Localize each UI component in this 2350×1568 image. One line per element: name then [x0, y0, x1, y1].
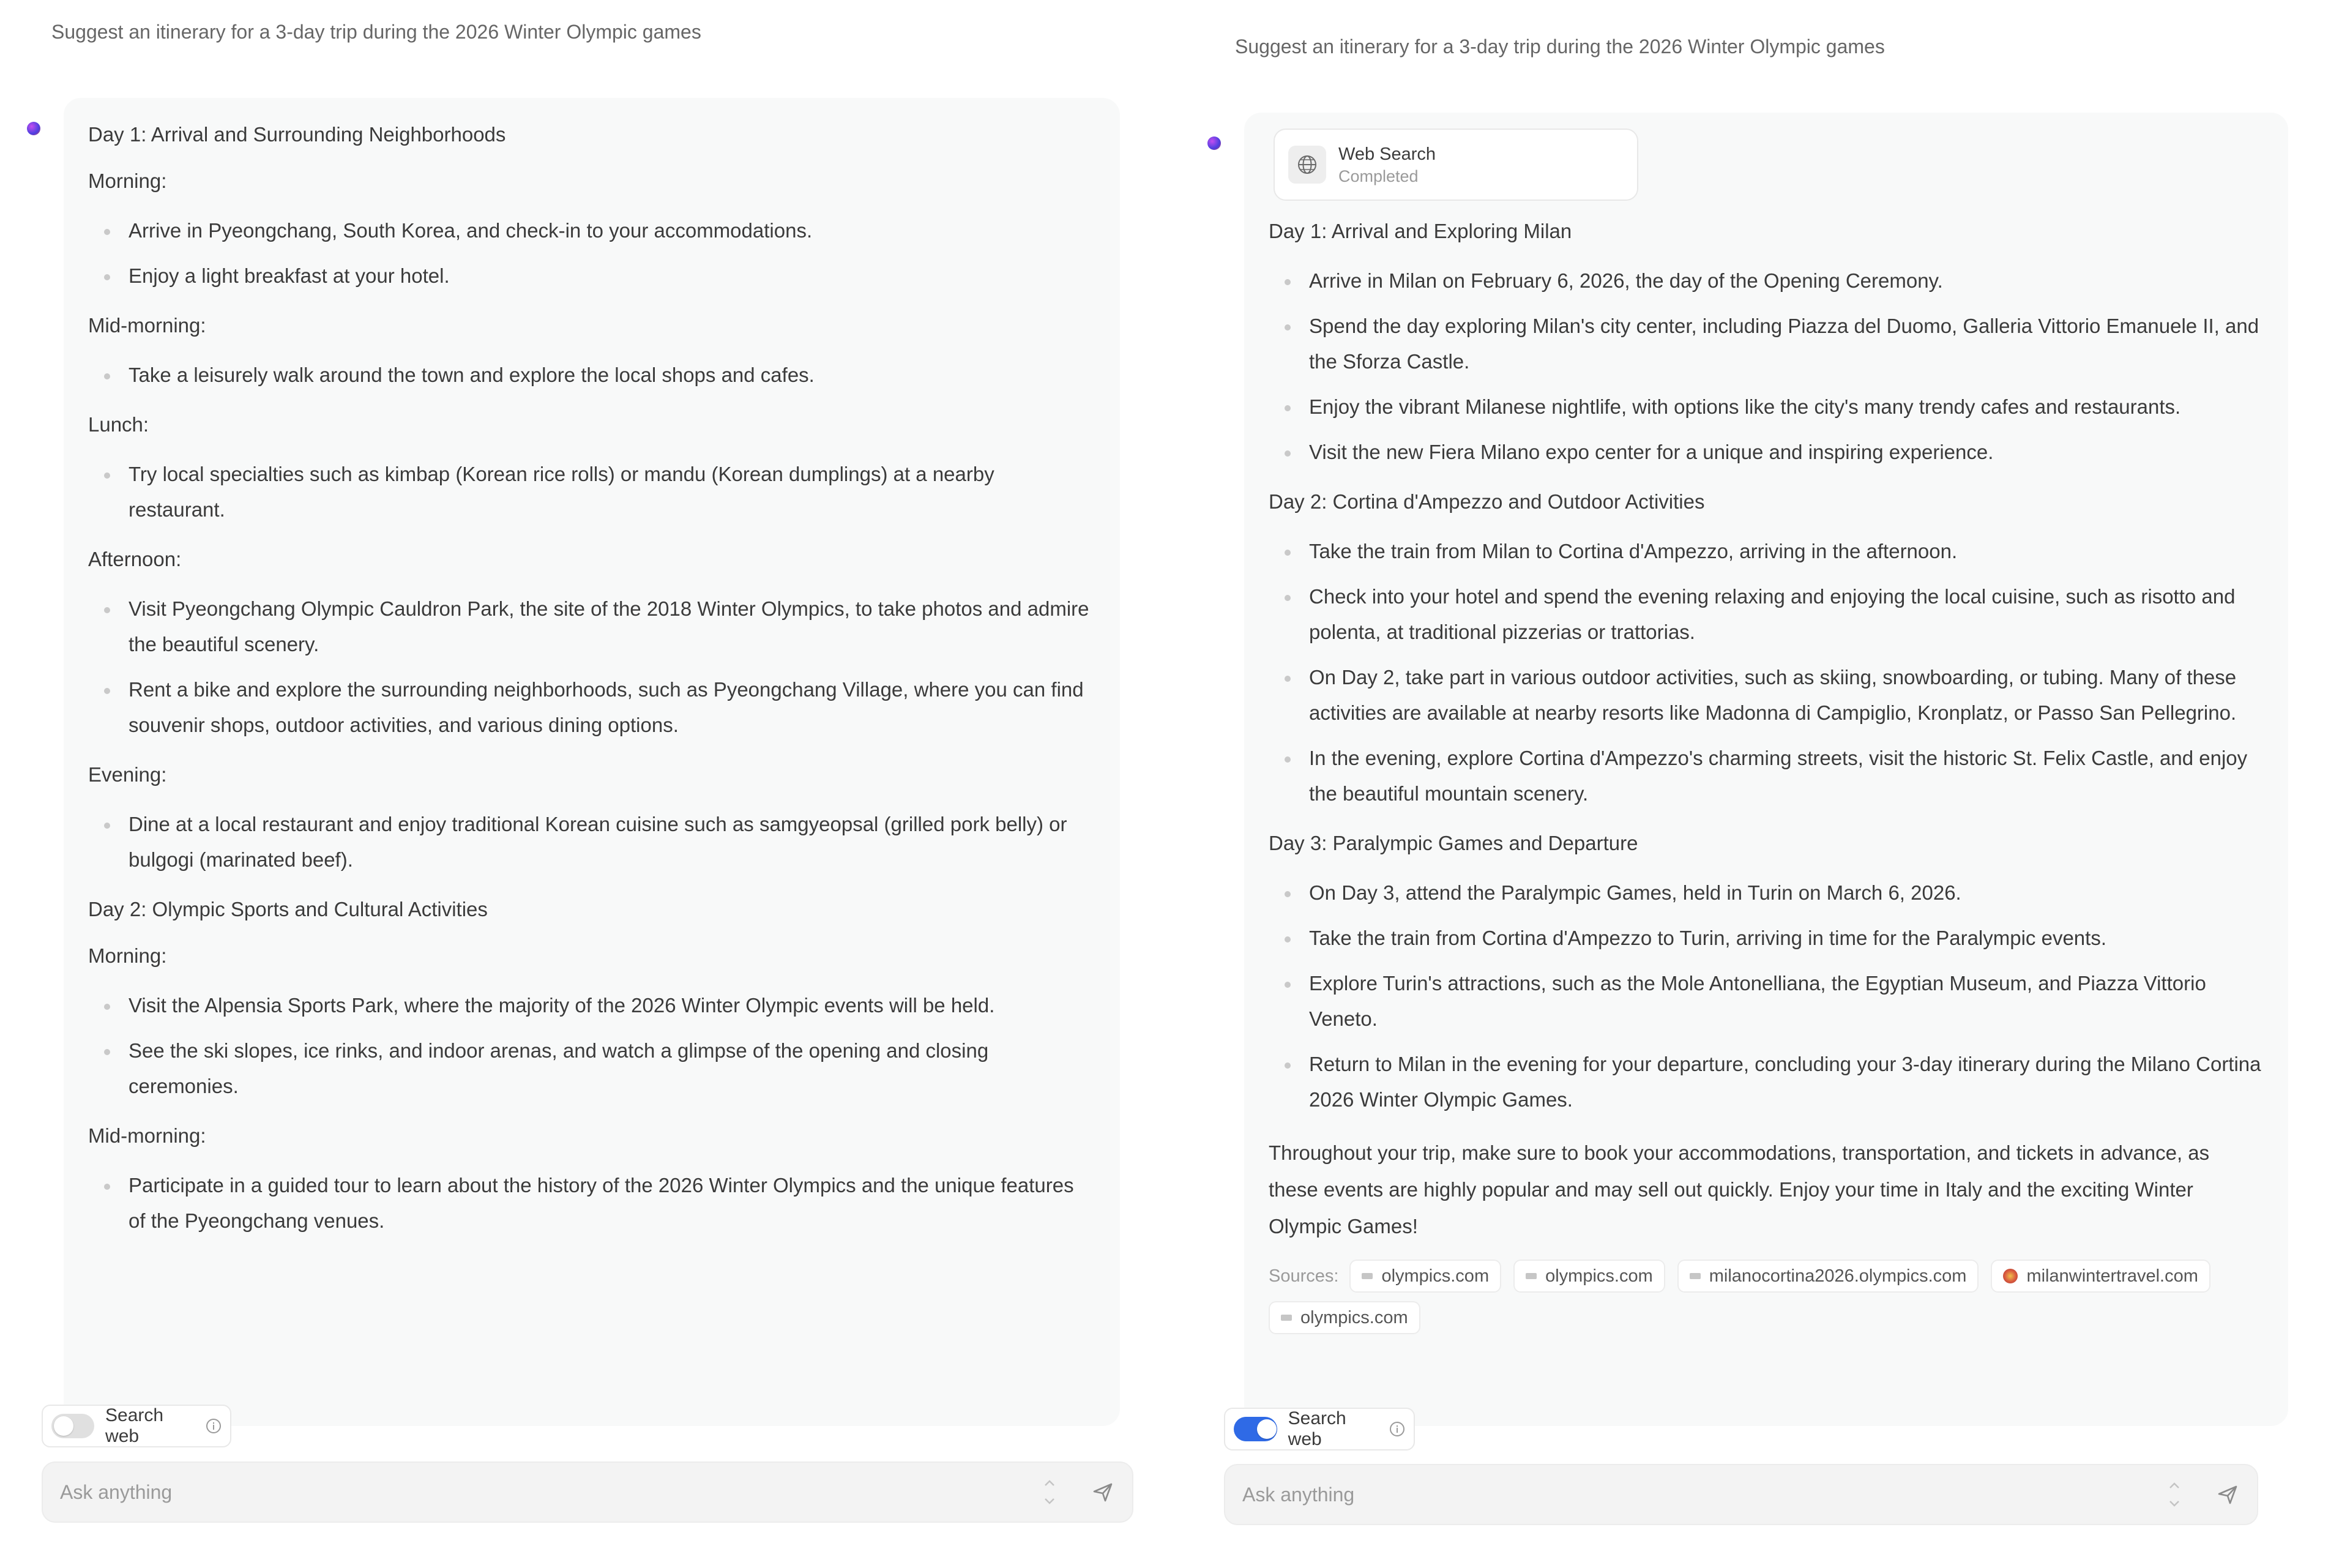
list-item: [1269, 389, 2261, 425]
bullet-list: [1269, 534, 2261, 812]
right-chat-panel: [1175, 0, 2350, 1568]
list-item: [88, 258, 1093, 294]
list-item: [88, 672, 1093, 743]
toggle-switch[interactable]: [1234, 1417, 1277, 1441]
bullet-dot: [1285, 676, 1291, 682]
day-heading: Day 3: Paralympic Games and Departure: [1269, 832, 1638, 854]
bullet-dot: [1285, 450, 1291, 457]
list-item: [88, 591, 1093, 662]
bullet-dot: [1285, 982, 1291, 988]
list-item: [1269, 660, 2261, 731]
closing-paragraph: Throughout your trip, make sure to book your accommodations, transportation, and tickets in advance, as these events are highly popular and may sell out quickly. Enjoy your time in Italy and the exciting Winter Olympic Games!: [1269, 1141, 2210, 1238]
chevron-up-icon: [2169, 1482, 2180, 1489]
list-item-text: Arrive in Pyeongchang, South Korea, and check-in to your accommodations.: [129, 219, 813, 242]
favicon-icon: [1362, 1273, 1373, 1279]
sources-row: [1269, 1260, 2261, 1334]
send-icon: [2217, 1484, 2238, 1505]
bullet-dot: [104, 1004, 110, 1010]
ask-anything-input[interactable]: [1241, 1483, 2169, 1507]
composer-resize-arrows[interactable]: [1044, 1479, 1055, 1505]
day-heading: Day 1: Arrival and Exploring Milan: [1269, 220, 1572, 242]
time-subheading: Morning:: [88, 170, 167, 192]
info-icon[interactable]: [206, 1418, 222, 1434]
list-item-text: Rent a bike and explore the surrounding neighborhoods, such as Pyeongchang Village, where you can find souvenir shops, outdoor activities, and various dining options.: [129, 678, 1084, 736]
search-web-toggle[interactable]: [1224, 1408, 1415, 1450]
list-item-text: Spend the day exploring Milan's city center, including Piazza del Duomo, Galleria Vittorio Emanuele II, and the Sforza Castle.: [1309, 315, 2259, 373]
list-item: [88, 213, 1093, 248]
list-item-text: Take a leisurely walk around the town and explore the local shops and cafes.: [129, 364, 815, 386]
source-link[interactable]: [1349, 1260, 1501, 1293]
bullet-dot: [104, 229, 110, 235]
assistant-message: [1244, 113, 2288, 1426]
bullet-list: [1269, 263, 2261, 470]
list-item-text: Take the train from Cortina d'Ampezzo to Turin, arriving in time for the Paralympic events.: [1309, 927, 2107, 949]
bullet-dot: [104, 472, 110, 479]
favicon-icon: [1690, 1273, 1701, 1279]
list-item: [1269, 875, 2261, 911]
message-content: [1269, 217, 2261, 1118]
bullet-dot: [1285, 550, 1291, 556]
tool-texts: [1338, 143, 1436, 187]
message-composer: [1224, 1464, 2258, 1525]
list-item: [1269, 308, 2261, 379]
list-item-text: Enjoy a light breakfast at your hotel.: [129, 264, 450, 287]
search-web-label: Search web: [105, 1405, 164, 1446]
time-subheading: Afternoon:: [88, 548, 182, 570]
list-item: [1269, 966, 2261, 1037]
bullet-dot: [104, 1049, 110, 1055]
list-item: [1269, 435, 2261, 470]
bullet-dot: [1285, 936, 1291, 943]
time-subheading: Mid-morning:: [88, 1124, 206, 1147]
bullet-dot: [1285, 891, 1291, 897]
source-domain: olympics.com: [1381, 1266, 1490, 1286]
list-item-text: On Day 3, attend the Paralympic Games, held in Turin on March 6, 2026.: [1309, 881, 1961, 904]
time-subheading: Lunch:: [88, 413, 149, 436]
list-item: [1269, 920, 2261, 956]
list-item: [88, 457, 1093, 528]
toggle-knob: [54, 1416, 73, 1436]
bullet-dot: [104, 373, 110, 379]
source-link[interactable]: [1513, 1260, 1665, 1293]
bullet-dot: [1285, 595, 1291, 601]
source-link[interactable]: [1269, 1301, 1420, 1334]
favicon-icon: [1526, 1273, 1537, 1279]
bullet-dot: [104, 607, 110, 613]
list-item-text: Visit Pyeongchang Olympic Cauldron Park, the site of the 2018 Winter Olympics, to take photos and admire the beautiful scenery.: [129, 597, 1089, 655]
time-subheading: Morning:: [88, 944, 167, 967]
list-item-text: Dine at a local restaurant and enjoy traditional Korean cuisine such as samgyeopsal (grilled pork belly) or bulgogi (marinated beef).: [129, 813, 1067, 871]
bullet-list: [88, 807, 1093, 878]
list-item: [88, 988, 1093, 1023]
bullet-list: [88, 457, 1093, 528]
list-item: [1269, 534, 2261, 569]
source-domain: olympics.com: [1300, 1307, 1408, 1327]
bullet-dot: [1285, 279, 1291, 285]
bullet-list: [88, 213, 1093, 294]
source-domain: olympics.com: [1545, 1266, 1653, 1286]
bullet-dot: [104, 823, 110, 829]
bullet-list: [1269, 875, 2261, 1118]
bullet-list: [88, 1168, 1093, 1239]
ask-anything-input[interactable]: [59, 1480, 1044, 1504]
tool-status: Completed: [1338, 167, 1419, 185]
bullet-dot: [1285, 405, 1291, 411]
tool-title: Web Search: [1338, 144, 1436, 164]
user-prompt: Suggest an itinerary for a 3-day trip during the 2026 Winter Olympic games: [1235, 35, 1885, 58]
source-domain: milanocortina2026.olympics.com: [1709, 1266, 1967, 1286]
chevron-down-icon: [1044, 1498, 1055, 1505]
assistant-avatar: [27, 122, 40, 135]
list-item: [88, 807, 1093, 878]
send-button[interactable]: [2214, 1481, 2241, 1508]
list-item-text: In the evening, explore Cortina d'Ampezzo's charming streets, visit the historic St. Felix Castle, and enjoy the beautiful mountain scenery.: [1309, 747, 2248, 805]
source-link[interactable]: [1677, 1260, 1979, 1293]
list-item-text: Check into your hotel and spend the evening relaxing and enjoying the local cuisine, such as risotto and polenta, at traditional pizzerias or trattorias.: [1309, 585, 2236, 643]
bullet-list: [88, 357, 1093, 393]
message-content: [88, 120, 1093, 1239]
source-domain: milanwintertravel.com: [2026, 1266, 2198, 1286]
bullet-dot: [104, 688, 110, 694]
list-item-text: Enjoy the vibrant Milanese nightlife, with options like the city's many trendy cafes and restaurants.: [1309, 395, 2181, 418]
bullet-dot: [104, 1184, 110, 1190]
bullet-list: [88, 591, 1093, 743]
toggle-knob: [1257, 1419, 1277, 1439]
list-item-text: On Day 2, take part in various outdoor activities, such as skiing, snowboarding, or tubing. Many of these activities are available at nearby resorts like Madonna di Campiglio, Kronplatz, or Passo San Pellegrino.: [1309, 666, 2237, 724]
search-web-label: Search web: [1288, 1408, 1346, 1449]
time-subheading: Mid-morning:: [88, 314, 206, 337]
bullet-dot: [1285, 1062, 1291, 1069]
list-item-text: Visit the Alpensia Sports Park, where the majority of the 2026 Winter Olympic events will be held.: [129, 994, 995, 1017]
time-subheading: Evening:: [88, 763, 167, 786]
toggle-switch[interactable]: [51, 1414, 94, 1438]
list-item-text: Arrive in Milan on February 6, 2026, the day of the Opening Ceremony.: [1309, 269, 1943, 292]
list-item: [1269, 263, 2261, 299]
sources-label: Sources:: [1269, 1266, 1339, 1286]
day-heading: Day 2: Cortina d'Ampezzo and Outdoor Activities: [1269, 490, 1705, 513]
bullet-dot: [104, 274, 110, 280]
list-item-text: Participate in a guided tour to learn about the history of the 2026 Winter Olympics and the unique features of the Pyeongchang venues.: [129, 1174, 1074, 1232]
search-web-toggle[interactable]: [42, 1405, 231, 1447]
list-item: [1269, 741, 2261, 812]
source-link[interactable]: [1991, 1260, 2210, 1293]
favicon-icon: [1281, 1315, 1292, 1321]
message-composer: [42, 1462, 1133, 1523]
user-prompt: Suggest an itinerary for a 3-day trip during the 2026 Winter Olympic games: [51, 21, 701, 43]
list-item: [1269, 579, 2261, 650]
chevron-up-icon: [1044, 1479, 1055, 1487]
send-button[interactable]: [1089, 1479, 1116, 1506]
list-item: [1269, 1047, 2261, 1118]
day-heading: Day 1: Arrival and Surrounding Neighborhoods: [88, 123, 506, 146]
list-item-text: Try local specialties such as kimbap (Korean rice rolls) or mandu (Korean dumplings) at a nearby restaurant.: [129, 463, 994, 521]
send-icon: [1092, 1482, 1113, 1503]
list-item: [88, 357, 1093, 393]
bullet-dot: [1285, 756, 1291, 763]
globe-icon: [1288, 146, 1326, 184]
favicon-icon: [2003, 1269, 2018, 1283]
list-item-text: Visit the new Fiera Milano expo center for a unique and inspiring experience.: [1309, 441, 1994, 463]
assistant-avatar: [1207, 136, 1221, 150]
list-item-text: Explore Turin's attractions, such as the Mole Antonelliana, the Egyptian Museum, and Piazza Vittorio Veneto.: [1309, 972, 2206, 1030]
list-item-text: Return to Milan in the evening for your departure, concluding your 3-day itinerary during the Milano Cortina 2026 Winter Olympic Games.: [1309, 1053, 2261, 1111]
assistant-message: [64, 98, 1120, 1426]
bullet-list: [88, 988, 1093, 1104]
info-icon[interactable]: [1389, 1421, 1405, 1437]
list-item-text: Take the train from Milan to Cortina d'Ampezzo, arriving in the afternoon.: [1309, 540, 1958, 562]
web-search-tool-card[interactable]: [1274, 129, 1638, 201]
list-item-text: See the ski slopes, ice rinks, and indoor arenas, and watch a glimpse of the opening and closing ceremonies.: [129, 1039, 989, 1097]
list-item: [88, 1168, 1093, 1239]
composer-resize-arrows[interactable]: [2169, 1482, 2180, 1507]
day-heading: Day 2: Olympic Sports and Cultural Activities: [88, 898, 488, 920]
list-item: [88, 1033, 1093, 1104]
bullet-dot: [1285, 324, 1291, 330]
chevron-down-icon: [2169, 1500, 2180, 1507]
